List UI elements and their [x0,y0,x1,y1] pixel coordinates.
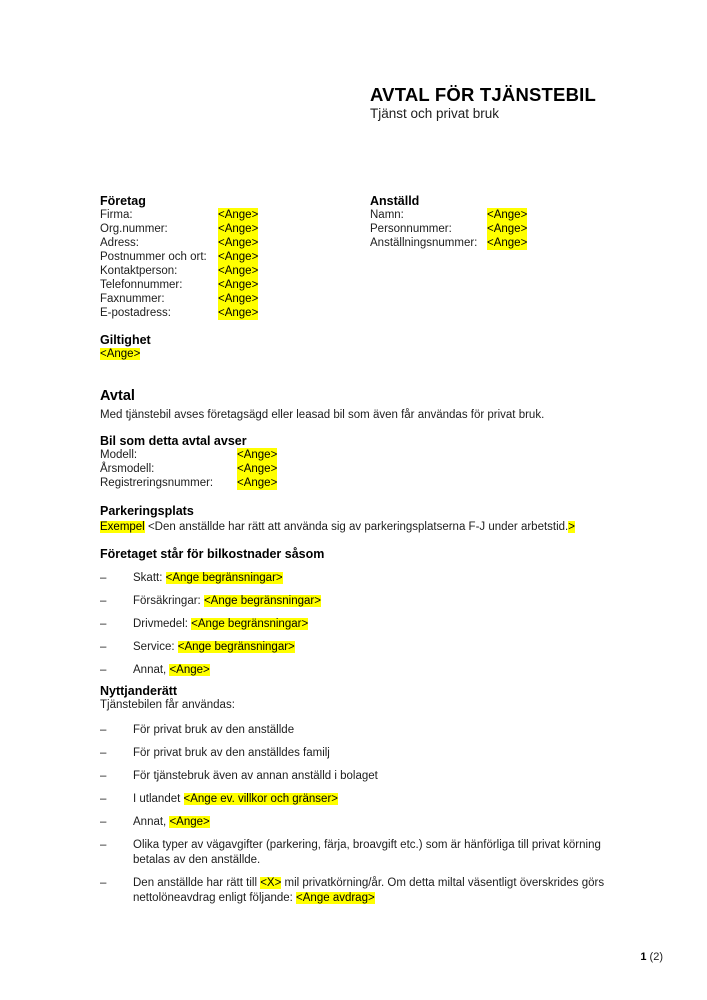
list-item [100,640,324,655]
dash-bullet: – [100,816,107,828]
section-parkeringsplats [100,504,660,535]
text-segment: Drivmedel: [133,618,192,630]
text-segment: För tjänstebruk även av annan anställd i bolaget [133,770,378,782]
field-label: Postnummer och ort: [100,251,207,263]
list-item [100,571,324,586]
list-item [100,723,633,738]
page-number [640,951,663,964]
field-value-placeholder: <Ange> [237,463,278,475]
field-label: Telefonnummer: [100,279,183,291]
section-foretag [100,194,258,320]
field-label: Registreringsnummer: [100,477,214,489]
section-heading-avtal: Avtal [100,388,135,404]
bil-field-list [100,448,277,490]
foretag-field-list [100,208,258,320]
text-segment: Service: [133,641,178,653]
field-label: Adress: [100,237,139,249]
placeholder-highlight: <Ange begränsningar> [177,641,295,653]
list-item-text [133,792,338,807]
anstalld-field-list [370,208,527,250]
field-label: E-postadress: [100,307,171,319]
list-item [100,815,633,830]
field-label: Årsmodell: [100,463,155,475]
section-heading-bilkostnader: Företaget står för bilkostnader såsom [100,547,325,561]
field-row [370,208,527,222]
field-row [100,208,258,222]
nyttjanderatt-intro: Tjänstebilen får användas: [100,699,235,711]
page-number-total: (2) [649,951,663,963]
list-item [100,617,324,632]
text-segment: För privat bruk av den anställde [133,724,295,736]
section-nyttjanderatt [100,684,633,906]
placeholder-highlight: <Ange> [169,664,210,676]
list-item-text [133,746,330,761]
avtal-paragraph: Med tjänstebil avses företagsägd eller leasad bil som även får användas för privat bruk. [100,409,545,421]
field-row [100,476,277,490]
field-row [100,306,258,320]
field-value-placeholder: <Ange> [237,449,278,461]
text-segment: Försäkringar: [133,595,204,607]
field-label: Namn: [370,209,404,221]
field-value-placeholder: <Ange> [218,223,259,235]
field-label: Faxnummer: [100,293,165,305]
bilkostnader-list [100,571,324,678]
dash-bullet: – [100,877,107,889]
list-item [100,876,633,906]
nyttjanderatt-list [100,723,633,906]
field-label: Anställningsnummer: [370,237,478,249]
text-segment: Annat, [133,816,170,828]
field-value-placeholder: <Ange> [218,237,259,249]
field-row [370,236,527,250]
field-value-placeholder: <Ange> [218,265,259,277]
placeholder-highlight: <Ange begränsningar> [203,595,321,607]
dash-bullet: – [100,641,107,653]
section-heading-bil: Bil som detta avtal avser [100,434,247,448]
field-label: Personnummer: [370,223,452,235]
text-segment: <Den anställde har rätt att använda sig av parkeringsplatserna F-J under arbetstid. [144,521,569,533]
field-value-placeholder: <Ange> [218,251,259,263]
placeholder-highlight: > [568,521,575,533]
list-item-text [133,663,210,678]
list-item [100,769,633,784]
section-heading-nyttjanderatt: Nyttjanderätt [100,684,178,698]
list-item [100,792,633,807]
field-value-placeholder: <Ange> [218,293,259,305]
dash-bullet: – [100,572,107,584]
document-header [370,85,596,122]
section-anstalld [370,194,527,250]
list-item-text [133,876,633,906]
field-row [100,264,258,278]
dash-bullet: – [100,618,107,630]
field-value-placeholder: <Ange> [218,279,259,291]
field-value-placeholder: <Ange> [487,209,528,221]
text-segment: Den anställde har rätt till [133,877,261,889]
section-heading-anstalld: Anställd [370,194,420,208]
dash-bullet: – [100,793,107,805]
text-segment: mil privatkörning/år. Om detta miltal väsentligt överskrides görs nettolöneavdrag enligt följande: [133,877,605,904]
list-item [100,594,324,609]
section-giltighet [100,333,151,361]
dash-bullet: – [100,595,107,607]
field-value-placeholder: <Ange> [218,209,259,221]
placeholder-highlight: <Ange begränsningar> [165,572,283,584]
section-avtal [100,388,657,423]
placeholder-highlight: <Ange ev. villkor och gränser> [183,793,338,805]
list-item-text [133,594,321,609]
text-segment: Olika typer av vägavgifter (parkering, färja, broavgift etc.) som är hänförliga till privat körning betalas av den anställde. [133,839,601,866]
section-heading-foretag: Företag [100,194,146,208]
list-item [100,663,324,678]
document-subtitle: Tjänst och privat bruk [370,106,500,121]
document-title: AVTAL FÖR TJÄNSTEBIL [370,84,596,105]
dash-bullet: – [100,664,107,676]
field-row [370,222,527,236]
placeholder-highlight: <Ange> [100,348,141,360]
dash-bullet: – [100,747,107,759]
giltighet-value-row [100,347,151,361]
field-label: Org.nummer: [100,223,168,235]
list-item-text [133,815,210,830]
list-item-text [133,769,378,784]
section-heading-giltighet: Giltighet [100,333,151,347]
field-label: Firma: [100,209,133,221]
list-item-text [133,723,294,738]
section-heading-parkeringsplats: Parkeringsplats [100,504,194,518]
section-bilkostnader [100,547,324,678]
dash-bullet: – [100,724,107,736]
section-bil [100,434,277,490]
placeholder-highlight: <Ange begränsningar> [191,618,309,630]
list-item [100,746,633,761]
placeholder-highlight: <Ange> [169,816,210,828]
list-item-text [133,838,633,868]
placeholder-highlight: <Ange avdrag> [296,892,375,904]
parkeringsplats-example-line [100,520,660,535]
field-value-placeholder: <Ange> [487,237,528,249]
list-item-text [133,617,308,632]
text-segment: I utlandet [133,793,184,805]
field-label: Modell: [100,449,138,461]
field-row [100,236,258,250]
page-number-current: 1 [640,951,647,963]
field-row [100,250,258,264]
text-segment: För privat bruk av den anställdes familj [133,747,330,759]
dash-bullet: – [100,839,107,851]
field-row [100,222,258,236]
field-row [100,448,277,462]
list-item-text [133,571,283,586]
field-row [100,462,277,476]
field-value-placeholder: <Ange> [237,477,278,489]
field-row [100,292,258,306]
field-label: Kontaktperson: [100,265,178,277]
placeholder-highlight: Exempel [100,521,145,533]
field-row [100,278,258,292]
text-segment: Skatt: [133,572,166,584]
list-item [100,838,633,868]
field-value-placeholder: <Ange> [218,307,259,319]
field-value-placeholder: <Ange> [487,223,528,235]
placeholder-highlight: <X> [260,877,282,889]
list-item-text [133,640,295,655]
text-segment: Annat, [133,664,170,676]
dash-bullet: – [100,770,107,782]
